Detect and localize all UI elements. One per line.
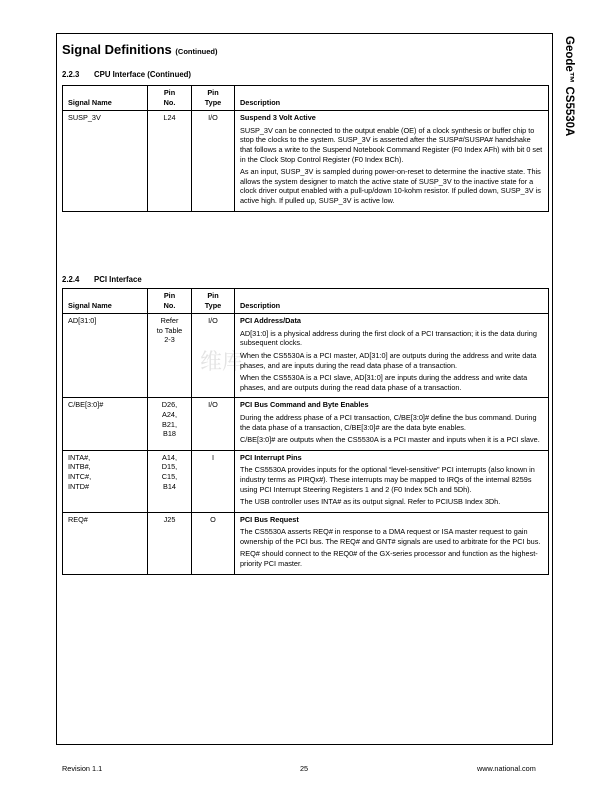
description-cell [235, 111, 549, 211]
pin-number-line: B14 [163, 481, 176, 491]
pin-number-cell [148, 512, 192, 574]
table-row [63, 512, 549, 574]
header-pin-no [148, 289, 192, 314]
table-header-row [63, 289, 549, 314]
header-signal-name: Signal Name [63, 289, 148, 314]
pin-number-line: L24 [163, 113, 176, 123]
header-pin-type-line2: Type [204, 97, 222, 107]
pin-number-line: J25 [163, 514, 176, 524]
signal-name-line: INTB#, [68, 462, 91, 472]
description-title: PCI Bus Request [240, 514, 299, 524]
description-paragraph: C/BE[3:0]# are outputs when the CS5530A is a PCI master and inputs when it is a PCI slave. [240, 435, 540, 445]
header-signal-name: Signal Name [63, 86, 148, 111]
pin-number-cell [148, 111, 192, 211]
description-cell [235, 450, 549, 512]
description-title: PCI Interrupt Pins [240, 452, 302, 462]
signal-name-cell [63, 512, 148, 574]
pin-number-cell [148, 450, 192, 512]
description-cell [235, 314, 549, 398]
pin-number-line: A24, [161, 409, 177, 419]
header-pin-type [192, 86, 235, 111]
footer-website: www.national.com [477, 764, 536, 773]
description-paragraph: When the CS5530A is a PCI slave, AD[31:0] are inputs during the address and write data phases, and are outputs during the read data phase of a transaction. [240, 373, 528, 392]
signal-name-line: INTA#, [68, 452, 91, 462]
signal-name-line: C/BE[3:0]# [68, 400, 104, 410]
pin-type-cell: O [192, 512, 235, 574]
description-paragraph: REQ# should connect to the REQ0# of the GX-series processor and function as the highest-priority PCI master. [240, 549, 538, 569]
header-pin-type [192, 289, 235, 314]
table-row [63, 314, 549, 398]
signal-name-cell [63, 398, 148, 450]
signal-name-line: INTC#, [68, 471, 92, 481]
table-header-row [63, 86, 549, 111]
description-paragraph: During the address phase of a PCI transaction, C/BE[3:0]# define the bus command. During the data phase of a transaction, C/BE[3:0]# are the data byte enables. [240, 412, 537, 432]
pin-type-cell: I [192, 450, 235, 512]
description-paragraph: The CS5530A asserts REQ# in response to a DMA request or ISA master request to gain ownership of the PCI bus. The REQ# and GNT# signals are used to arbitrate for the PCI bus. [240, 527, 541, 546]
description-paragraph: AD[31:0] is a physical address during the first clock of a PCI transaction; it is the data during subsequent clocks. [240, 328, 537, 348]
description-paragraph: The CS5530A provides inputs for the optional “level-sensitive” PCI interrupts (also known in industry terms as PIRQx#). These interrupts may be mapped to IRQs of the internal 8259s using PCI Interrupt Steering Registers 1 and 2 (F0 Index 5Ch and 5Dh). [240, 465, 535, 494]
pin-type-cell: I/O [192, 398, 235, 450]
table-row [63, 450, 549, 512]
header-pin-no-line2: No. [163, 97, 176, 107]
pin-number-line: D15, [161, 462, 178, 472]
signal-name-line: REQ# [68, 514, 88, 524]
section-heading-pci [62, 275, 142, 284]
description-title: PCI Bus Command and Byte Enables [240, 400, 369, 410]
description-cell [235, 398, 549, 450]
signal-name-line: AD[31:0] [68, 316, 97, 326]
pin-number-line: C15, [161, 471, 178, 481]
page-title [62, 42, 218, 57]
page-title-continued: (Continued) [175, 47, 218, 56]
pin-number-line: to Table [156, 325, 183, 335]
header-pin-no-line1: Pin [163, 88, 176, 97]
table-row [63, 111, 549, 211]
pin-type-cell: I/O [192, 111, 235, 211]
footer-page-number: 25 [300, 764, 309, 773]
pin-number-cell [148, 314, 192, 398]
header-pin-type-line2: Type [204, 300, 222, 310]
cpu-interface-table [62, 85, 549, 212]
pin-number-line: Refer [160, 316, 179, 326]
header-pin-no-line1: Pin [163, 291, 176, 300]
description-paragraph: When the CS5530A is a PCI master, AD[31:0] are outputs during the address and write data phases, and are inputs during the read data phase of a transaction. [240, 350, 537, 370]
pci-interface-table [62, 288, 549, 575]
signal-name-line: SUSP_3V [68, 113, 101, 123]
description-title: PCI Address/Data [240, 316, 301, 326]
description-title: Suspend 3 Volt Active [240, 113, 316, 123]
section-number: 2.2.4 [62, 275, 80, 284]
section-title: CPU Interface (Continued) [94, 70, 192, 79]
description-paragraph: The USB controller uses INTA# as its output signal. Refer to PCIUSB Index 3Dh. [240, 497, 501, 507]
description-paragraph: SUSP_3V can be connected to the output enable (OE) of a clock synthesis or buffer chip to stop the clocks to the system. SUSP_3V is asserted after the SUSP#/SUSPA# handshake that follows a write to the Suspend Notebook Command Register (F0 Index AFh) with bit 0 set in the Clock Stop Control Register (F0 Index BCh). [240, 125, 543, 164]
pin-number-line: B18 [163, 429, 176, 439]
description-cell [235, 512, 549, 574]
header-description: Description [235, 289, 549, 314]
signal-name-cell [63, 450, 148, 512]
section-title: PCI Interface [94, 275, 142, 284]
header-pin-type-line1: Pin [207, 88, 219, 97]
signal-name-cell [63, 314, 148, 398]
watermark: 维库 [200, 350, 245, 375]
section-heading-cpu [62, 70, 191, 79]
description-paragraph: As an input, SUSP_3V is sampled during power-on-reset to determine the inactive state. This allows the system designer to match the active state of SUSP_3V to the inactive state for a clock driver output enabled with a pull-up/down 10-kohm resistor. If pulled down, SUSP_3V is active high. If pulled up, SUSP_3V is active low. [240, 167, 541, 205]
page-title-text: Signal Definitions [62, 42, 172, 57]
pin-number-line: B21, [161, 419, 177, 429]
header-description: Description [235, 86, 549, 111]
pin-number-line: 2-3 [164, 335, 175, 345]
header-pin-no-line2: No. [163, 300, 176, 310]
pin-number-cell [148, 398, 192, 450]
header-pin-type-line1: Pin [207, 291, 219, 300]
table-row [63, 398, 549, 450]
pin-number-line: D26, [161, 400, 178, 410]
section-number: 2.2.3 [62, 70, 80, 79]
signal-name-cell [63, 111, 148, 211]
side-title: Geode™ CS5530A [563, 36, 575, 137]
pin-number-line: A14, [161, 452, 177, 462]
header-pin-no [148, 86, 192, 111]
footer-revision: Revision 1.1 [62, 764, 103, 773]
pin-type-cell: I/O [192, 314, 235, 398]
signal-name-line: INTD# [68, 481, 90, 491]
